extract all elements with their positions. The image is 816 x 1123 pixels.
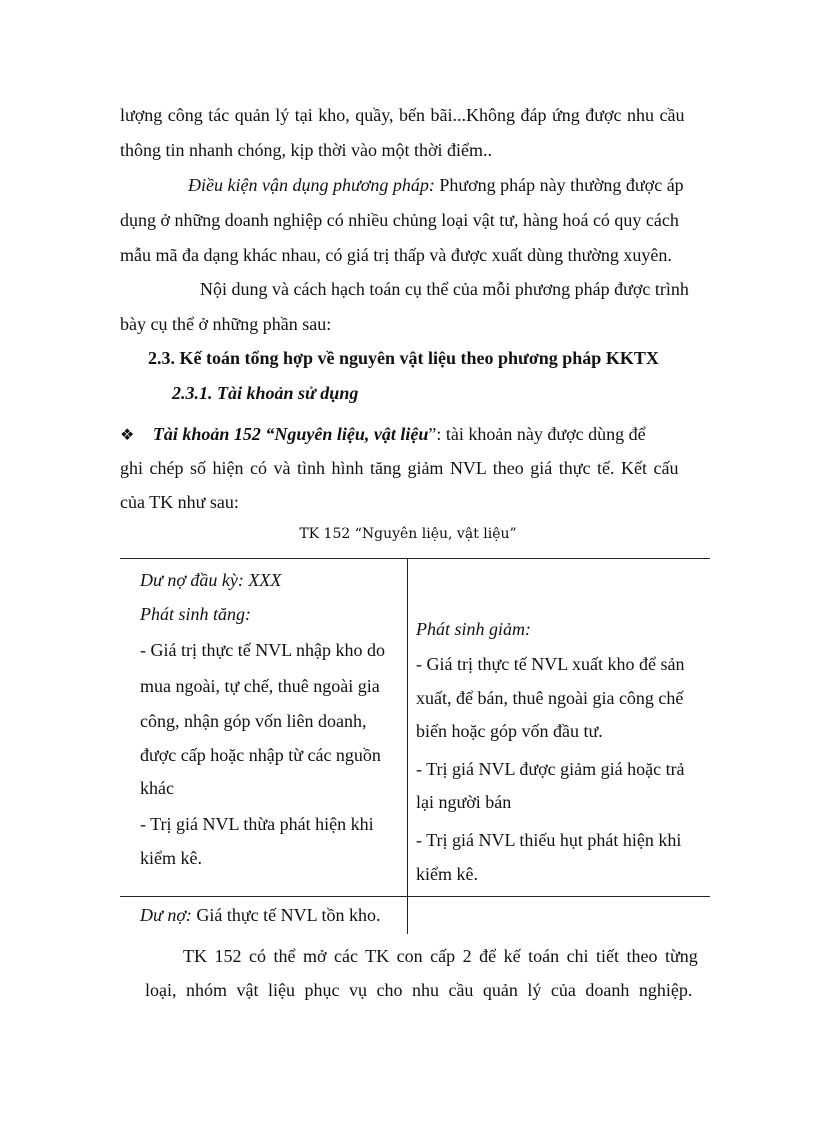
para2-line2: dụng ở những doanh nghiệp có nhiều chủng loại vật tư, hàng hoá có quy cách — [120, 210, 679, 230]
closing-balance — [140, 903, 380, 927]
increase-label: Phát sinh tăng: — [140, 604, 251, 624]
table-middle-border — [120, 896, 710, 897]
increase-line-2: mua ngoài, tự chế, thuê ngoài gia — [140, 676, 380, 696]
para1-line2: thông tin nhanh chóng, kịp thời vào một thời điểm.. — [120, 140, 493, 160]
increase-line-7: kiểm kê. — [140, 848, 202, 868]
decrease-line-4: - Trị giá NVL được giảm giá hoặc trả — [416, 759, 685, 779]
bullet-rest: ”: tài khoản này được dùng để — [428, 424, 646, 444]
increase-line-4: được cấp hoặc nhập từ các nguồn — [140, 745, 381, 765]
bullet-line2: ghi chép số hiện có và tình hình tăng giảm NVL theo giá thực tế. Kết cấu — [120, 458, 679, 478]
decrease-line-7: kiểm kê. — [416, 864, 478, 884]
decrease-line-3: biến hoặc góp vốn đầu tư. — [416, 721, 603, 741]
para1-line1: lượng công tác quản lý tại kho, quầy, bến bãi...Không đáp ứng được nhu cầu — [120, 105, 685, 125]
opening-balance: Dư nợ đầu kỳ: XXX — [140, 570, 282, 590]
increase-line-1: - Giá trị thực tế NVL nhập kho do — [140, 640, 386, 660]
table-title: TK 152 “Nguyên liệu, vật liệu” — [299, 526, 517, 542]
diamond-bullet-icon: ❖ — [120, 425, 135, 444]
table-center-divider — [407, 558, 408, 934]
para2-line1-rest: Phương pháp này thường được áp — [434, 175, 684, 195]
para2-line3: mẫu mã đa dạng khác nhau, có giá trị thấp và được xuất dùng thường xuyên. — [120, 245, 672, 265]
para2-label: Điều kiện vận dụng phương pháp: — [188, 175, 435, 195]
decrease-line-6: - Trị giá NVL thiếu hụt phát hiện khi — [416, 830, 682, 850]
para2-line1 — [188, 173, 684, 197]
decrease-line-5: lại người bán — [416, 792, 512, 812]
decrease-line-1: - Giá trị thực tế NVL xuất kho để sản — [416, 654, 685, 674]
para3-line2: bày cụ thể ở những phần sau: — [120, 314, 332, 334]
increase-line-5: khác — [140, 778, 174, 798]
para4-line1: TK 152 có thể mở các TK con cấp 2 để kế toán chi tiết theo từng — [183, 946, 698, 966]
decrease-line-2: xuất, để bán, thuê ngoài gia công chế — [416, 688, 684, 708]
table-top-border — [120, 558, 710, 559]
closing-value: Giá thực tế NVL tồn kho. — [191, 905, 381, 925]
bullet-line1 — [120, 422, 646, 447]
para3-line1: Nội dung và cách hạch toán cụ thể của mỗi phương pháp được trình — [200, 279, 689, 299]
increase-line-6: - Trị giá NVL thừa phát hiện khi — [140, 814, 374, 834]
closing-label: Dư nợ: — [140, 905, 192, 925]
increase-line-3: công, nhận góp vốn liên doanh, — [140, 711, 367, 731]
para4-line2: loại, nhóm vật liệu phục vụ cho nhu cầu quản lý của doanh nghiệp. — [145, 980, 693, 1000]
bullet-title: Tài khoản 152 “Nguyên liệu, vật liệu — [152, 424, 429, 444]
heading-2-3-1: 2.3.1. Tài khoản sử dụng — [172, 383, 359, 403]
heading-2-3: 2.3. Kế toán tổng hợp về nguyên vật liệu theo phương pháp KKTX — [148, 348, 659, 368]
decrease-label: Phát sinh giảm: — [416, 619, 531, 639]
bullet-line3: của TK như sau: — [120, 492, 239, 512]
